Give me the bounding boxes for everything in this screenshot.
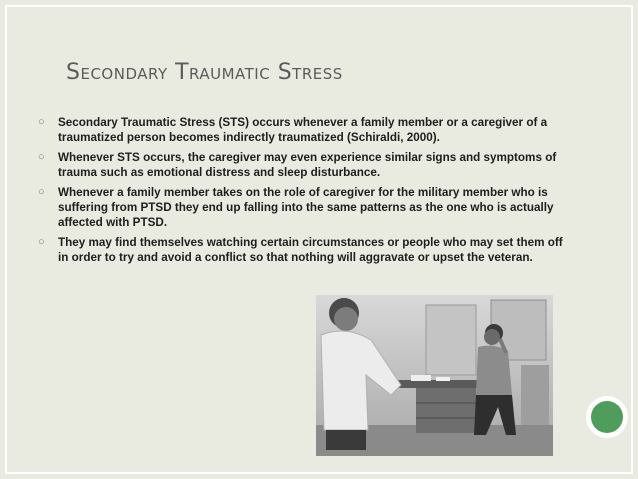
bullet-item [38,235,568,265]
bullet-icon: ○ [38,186,45,198]
bullet-text: Secondary Traumatic Stress (STS) occurs whenever a family member or a caregiver of a traumatized person becomes indirectly traumatized (Schiraldi, 2000). [58,116,548,144]
photo-illustration [316,295,553,456]
bullet-item [38,115,568,145]
bullet-item [38,185,568,230]
bullet-list [38,115,568,270]
bullet-text: They may find themselves watching certain circumstances or people who may set them off in order to try and avoid a conflict so that nothing will aggravate or upset the veteran. [58,236,563,264]
doctor-patient-photo [316,295,553,456]
bullet-item [38,150,568,180]
accent-circle [586,396,628,438]
bullet-text: Whenever STS occurs, the caregiver may even experience similar signs and symptoms of trauma such as emotional distress and sleep disturbance. [58,151,557,179]
bullet-icon: ○ [38,236,45,248]
bullet-icon: ○ [38,151,45,163]
slide-title: Secondary Traumatic Stress [66,60,343,85]
bullet-icon: ○ [38,116,45,128]
bullet-text: Whenever a family member takes on the role of caregiver for the military member who is suffering from PTSD they end up falling into the same patterns as the one who is actually affected with PTSD. [58,186,554,229]
